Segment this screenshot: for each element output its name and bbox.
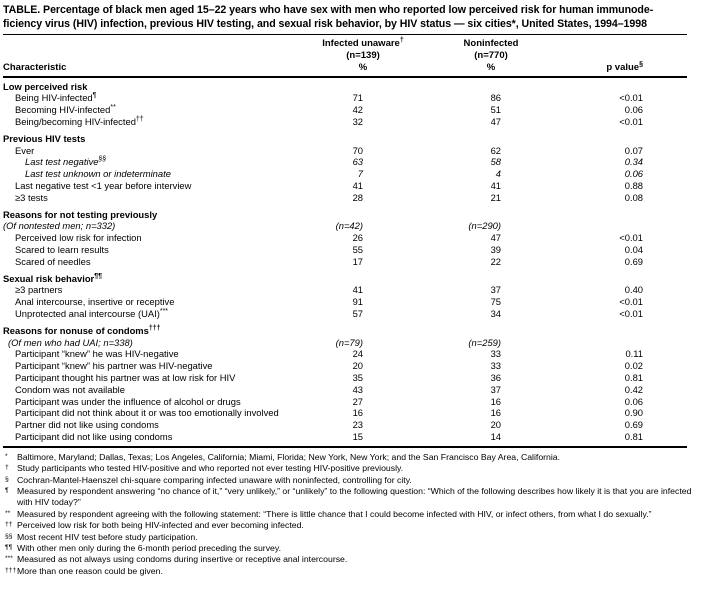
noninfected-value: 21: [490, 191, 501, 203]
header-col1-percent: %: [358, 62, 368, 74]
header-spacer: [555, 50, 687, 62]
p-value: 0.02: [624, 360, 643, 372]
noninfected-value: (n=290): [468, 220, 501, 232]
p-value: 0.06: [624, 168, 643, 180]
footnote-marker: ***: [5, 555, 13, 563]
row-label: Participant did not like using condoms: [15, 431, 173, 442]
p-value: 0.88: [624, 180, 643, 192]
p-value-label: p value: [606, 62, 640, 74]
table-row: [3, 372, 687, 384]
table-row: [3, 337, 687, 349]
noninfected-value: 37: [490, 284, 501, 296]
footnote-text: Study participants who tested HIV-positive and who reported not ever testing HIV-positive previously.: [17, 463, 404, 474]
p-value: 0.06: [624, 395, 643, 407]
footnote: [3, 566, 693, 577]
table-row: [3, 180, 687, 192]
table-title: [3, 4, 687, 35]
table-row: [3, 296, 687, 308]
row-label: Previous HIV tests: [3, 132, 86, 144]
footnote-text: Baltimore, Maryland; Dallas, Texas; Los Angeles, California; Miami, Florida; New York, New York; and the San Francisco Bay Area, California.: [17, 451, 561, 462]
footnote-marker: **: [5, 509, 11, 517]
noninfected-value: 62: [490, 144, 501, 156]
table-title-line1: TABLE. Percentage of black men aged 15–22 years who have sex with men who reported low perceived risk for human immunode-: [3, 4, 654, 16]
footnote: [3, 475, 693, 486]
table-row: [3, 104, 687, 116]
footnote: [3, 543, 693, 554]
footnote-text: More than one reason could be given.: [17, 565, 163, 576]
table-row: [3, 145, 687, 157]
footnote: [3, 554, 693, 565]
noninfected-value: 4: [495, 168, 501, 180]
p-value: 0.08: [624, 191, 643, 203]
header-spacer: [3, 38, 299, 50]
p-value: 0.81: [624, 431, 643, 442]
row-label: Ever: [15, 144, 35, 156]
row-label: Reasons for not testing previously: [3, 208, 158, 220]
table-title-line2: ficiency virus (HIV) infection, previous HIV testing, and sexual risk behavior, by HIV status — six cities*, United States, 1994–1998: [3, 17, 647, 30]
row-label: Participant did not think about it or was too emotionally involved: [15, 407, 279, 419]
p-value: 0.42: [624, 383, 643, 395]
footnote-marker: ¶¶: [5, 544, 13, 552]
noninfected-value: 86: [490, 92, 501, 104]
infected-unaware-value: 35: [352, 372, 363, 384]
row-label: Being/becoming HIV-infected††: [15, 115, 144, 128]
infected-unaware-value: 7: [357, 168, 363, 180]
infected-unaware-value: 26: [352, 232, 363, 244]
footnote-marker: ¶: [92, 92, 97, 100]
infected-unaware-value: 41: [352, 180, 363, 192]
footnote-marker: §: [5, 475, 9, 483]
row-label: Condom was not available: [15, 383, 125, 395]
footnote: [3, 532, 693, 543]
table-row: [3, 192, 687, 204]
row-label: Participant thought his partner was at low risk for HIV: [15, 372, 236, 384]
dagger-footnote-marker: †: [399, 37, 404, 45]
table-row: [3, 396, 687, 408]
row-label: (Of nontested men; n=332): [3, 220, 116, 232]
statistics-table: [3, 4, 692, 577]
infected-unaware-value: (n=42): [335, 220, 363, 232]
footnote-text: Most recent HIV test before study participation.: [17, 531, 198, 542]
table-body: [3, 78, 687, 448]
row-label: Last test negative§§: [25, 156, 107, 168]
table-row: [3, 244, 687, 256]
p-value: <0.01: [619, 308, 643, 320]
row-label: Becoming HIV-infected**: [15, 104, 116, 116]
infected-unaware-value: 20: [352, 360, 363, 372]
footnote: [3, 486, 693, 509]
row-label: ≥3 tests: [15, 191, 48, 203]
noninfected-value: 58: [490, 156, 501, 168]
noninfected-value: 20: [490, 419, 501, 431]
infected-unaware-value: 70: [352, 144, 363, 156]
header-spacer: [3, 50, 299, 62]
section-header-row: [3, 325, 687, 337]
row-label: Last test unknown or indeterminate: [25, 168, 171, 180]
p-value: 0.40: [624, 284, 643, 296]
footnote-text: Measured as not always using condoms during insertive or receptive anal intercourse.: [17, 554, 348, 565]
row-label: Last negative test <1 year before interview: [15, 180, 192, 192]
table-row: [3, 348, 687, 360]
row-label: Sexual risk behavior¶¶: [3, 272, 102, 284]
section-header-row: [3, 273, 687, 285]
p-value: 0.07: [624, 144, 643, 156]
row-label: Scared to learn results: [15, 244, 109, 256]
infected-unaware-value: 41: [352, 284, 363, 296]
section-header-row: [3, 209, 687, 221]
table-row: [3, 284, 687, 296]
section-footnote-marker: §: [639, 61, 643, 69]
infected-unaware-value: 15: [352, 431, 363, 442]
p-value: <0.01: [619, 232, 643, 244]
footnote: [3, 520, 693, 531]
infected-unaware-value: 32: [352, 116, 363, 128]
footnote-marker: ***: [159, 307, 169, 315]
table-row: [3, 220, 687, 232]
infected-unaware-value: 23: [352, 419, 363, 431]
row-label: Partner did not like using condoms: [15, 419, 159, 431]
footnote-marker: ††: [5, 521, 13, 529]
footnote-text: Measured by respondent agreeing with the following statement: “There is little chance that I could become infected with HIV, or infect others, from what I do sexually.”: [17, 508, 652, 519]
infected-unaware-value: 57: [352, 308, 363, 320]
section-header-row: [3, 81, 687, 93]
table-row: [3, 360, 687, 372]
infected-unaware-value: 17: [352, 255, 363, 267]
p-value: 0.34: [624, 156, 643, 168]
footnote-text: Cochran-Mantel-Haenszel chi-square comparing infected unaware with noninfected, controlling for city.: [17, 474, 412, 485]
infected-unaware-value: 42: [352, 104, 363, 116]
header-col2-percent: %: [486, 62, 496, 74]
p-value: 0.11: [625, 348, 643, 360]
infected-unaware-value: (n=79): [335, 336, 363, 348]
header-infected-unaware: [299, 38, 427, 50]
infected-unaware-value: 16: [352, 407, 363, 419]
infected-unaware-value: 24: [352, 348, 363, 360]
p-value: 0.69: [624, 255, 643, 267]
table-row: [3, 407, 687, 419]
infected-unaware-value: 63: [352, 156, 363, 168]
row-label: ≥3 partners: [15, 284, 63, 296]
noninfected-value: 34: [490, 308, 501, 320]
footnote-marker: ¶: [5, 487, 9, 495]
noninfected-value: 47: [490, 116, 501, 128]
footnote-marker: ¶¶: [94, 272, 102, 280]
footnote-marker: ††: [135, 115, 144, 123]
footnote-marker: †††: [148, 324, 161, 332]
noninfected-value: 16: [490, 395, 501, 407]
section-header-row: [3, 133, 687, 145]
p-value: 0.81: [624, 372, 643, 384]
p-value: 0.06: [624, 104, 643, 116]
footnote-marker: §§: [98, 156, 107, 164]
p-value: 0.04: [624, 244, 643, 256]
footnote-text: With other men only during the 6-month period preceding the survey.: [17, 543, 281, 554]
footnote-marker: †††: [5, 566, 17, 574]
row-label: Low perceived risk: [3, 80, 88, 92]
footnote: [3, 463, 693, 474]
table-row: [3, 431, 687, 443]
table-row: [3, 232, 687, 244]
row-label: Anal intercourse, insertive or receptive: [15, 296, 175, 308]
row-label: Participant “knew” his partner was HIV-negative: [15, 360, 213, 372]
footnotes: [3, 448, 693, 577]
noninfected-value: 39: [490, 244, 501, 256]
row-label: Unprotected anal intercourse (UAI)***: [15, 307, 169, 320]
noninfected-value: 33: [490, 360, 501, 372]
footnote: [3, 452, 693, 463]
infected-unaware-value: 28: [352, 191, 363, 203]
row-label: (Of men who had UAI; n=338): [8, 336, 133, 348]
row-label: Scared of needles: [15, 255, 91, 267]
header-infected-unaware-n: (n=139): [346, 49, 380, 61]
table-row: [3, 419, 687, 431]
noninfected-value: 51: [490, 104, 501, 116]
table-row: [3, 156, 687, 168]
row-label: Participant was under the influence of alcohol or drugs: [15, 395, 241, 407]
p-value: <0.01: [619, 92, 643, 104]
noninfected-value: 33: [490, 348, 501, 360]
row-label: Being HIV-infected¶: [15, 92, 97, 104]
row-label: Perceived low risk for infection: [15, 232, 142, 244]
infected-unaware-value: 55: [352, 244, 363, 256]
noninfected-value: 41: [490, 180, 501, 192]
infected-unaware-value: 43: [352, 383, 363, 395]
noninfected-value: 37: [490, 383, 501, 395]
footnote-text: Perceived low risk for both being HIV-infected and ever becoming infected.: [17, 520, 304, 531]
footnote-marker: *: [5, 452, 8, 460]
table-row: [3, 384, 687, 396]
header-p-value: [555, 61, 687, 74]
noninfected-value: 36: [490, 372, 501, 384]
p-value: [501, 337, 687, 349]
footnote-marker: **: [110, 104, 116, 112]
noninfected-value: 75: [490, 296, 501, 308]
table-header: [3, 35, 687, 78]
noninfected-value: 22: [490, 255, 501, 267]
footnote: [3, 509, 693, 520]
footnote-marker: §§: [5, 532, 13, 540]
p-value: 0.69: [624, 419, 643, 431]
table-row: [3, 256, 687, 268]
footnote-marker: †: [5, 464, 9, 472]
noninfected-value: 47: [490, 232, 501, 244]
row-label: Reasons for nonuse of condoms†††: [3, 324, 161, 336]
header-col1-title: Infected unaware: [322, 38, 400, 50]
p-value: 0.90: [624, 407, 643, 419]
noninfected-value: 16: [490, 407, 501, 419]
infected-unaware-value: 27: [352, 395, 363, 407]
infected-unaware-value: 71: [352, 92, 363, 104]
table-row: [3, 92, 687, 104]
noninfected-value: (n=259): [468, 336, 501, 348]
p-value: <0.01: [619, 296, 643, 308]
noninfected-value: 14: [490, 431, 501, 442]
footnote-text: Measured by respondent answering “no chance of it,” “very unlikely,” or “unlikely” to the following question: “Which of the following describes how likely it is that you are infected with HIV today?”: [17, 486, 692, 508]
p-value: <0.01: [619, 116, 643, 128]
header-characteristic: Characteristic: [3, 62, 67, 74]
p-value: [501, 220, 687, 232]
header-spacer: [555, 38, 687, 50]
table-row: [3, 116, 687, 128]
header-noninfected: Noninfected: [463, 38, 519, 50]
table-row: [3, 168, 687, 180]
row-label: Participant “knew” he was HIV-negative: [15, 348, 179, 360]
table-row: [3, 308, 687, 320]
header-noninfected-n: (n=770): [474, 49, 508, 61]
infected-unaware-value: 91: [352, 296, 363, 308]
